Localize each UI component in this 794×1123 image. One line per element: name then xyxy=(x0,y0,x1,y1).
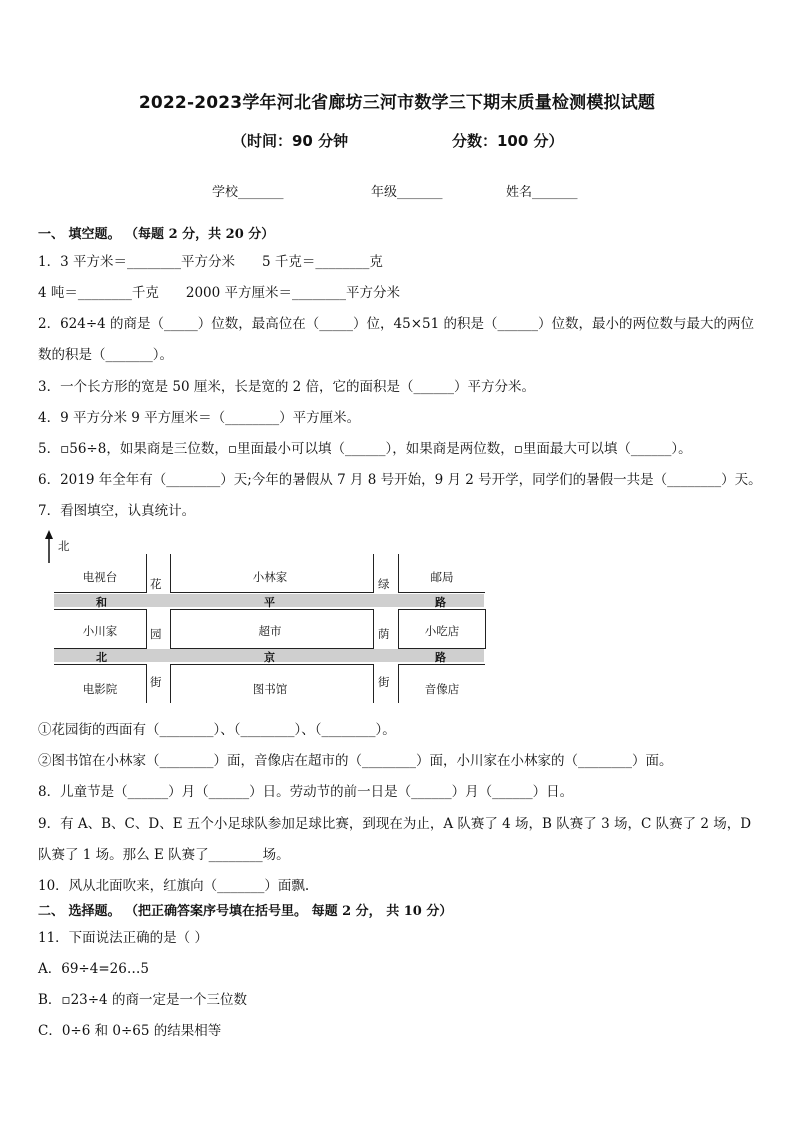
label-snack: 小吃店 xyxy=(424,624,460,638)
section-heading-choice: 二、 选择题。 （把正确答案序号填在括号里。 每题 2 分， 共 10 分） xyxy=(38,904,453,919)
label-cinema: 电影院 xyxy=(82,682,118,696)
question-1a: 1．3 平方米＝________平方分米 5 千克＝________克 xyxy=(38,254,383,270)
question-8: 8．儿童节是（______）月（______）日。劳动节的前一日是（______）月（______）日。 xyxy=(38,784,574,800)
question-7: 7．看图填空，认真统计。 xyxy=(38,503,196,519)
question-10: 10．风从北面吹来，红旗向（_______）面飘. xyxy=(38,878,310,894)
grade-field: 年级_______ xyxy=(371,185,443,200)
question-1b: 4 吨＝________千克 2000 平方厘米＝________平方分米 xyxy=(38,285,401,301)
question-7-2: ②图书馆在小林家（________）面，音像店在超市的（________）面，小川家在小林家的（________）面。 xyxy=(38,753,673,769)
question-2b: 数的积是（_______）。 xyxy=(38,347,173,363)
label-market: 超市 xyxy=(258,624,282,638)
label-post: 邮局 xyxy=(430,570,454,584)
option-a: A．69÷4=26…5 xyxy=(38,961,149,977)
question-6: 6．2019 年全年有（________）天;今年的暑假从 7 月 8 号开始，9 月 2 号开学，同学们的暑假一共是（________）天。 xyxy=(38,472,762,488)
name-field: 姓名_______ xyxy=(506,185,578,200)
street-lvyin-1: 绿 xyxy=(378,577,390,591)
label-tv: 电视台 xyxy=(82,570,118,584)
road-label-lu-2: 路 xyxy=(435,651,446,664)
label-xiaolin: 小林家 xyxy=(252,570,288,584)
street-map xyxy=(40,528,490,708)
score-label: 分数：100 分） xyxy=(452,132,564,150)
street-lvyin-3: 街 xyxy=(378,675,390,689)
street-lvyin-2: 荫 xyxy=(378,627,390,641)
question-4: 4．9 平方分米 9 平方厘米＝（________）平方厘米。 xyxy=(38,410,361,426)
time-label: （时间：90 分钟 xyxy=(232,132,349,150)
street-huayuan-1: 花 xyxy=(150,577,162,591)
road-label-bei: 北 xyxy=(96,651,107,664)
street-huayuan-3: 街 xyxy=(150,675,162,689)
road-label-jing: 京 xyxy=(264,651,275,664)
north-label: 北 xyxy=(58,539,70,553)
road-label-ping: 平 xyxy=(264,596,275,609)
question-11: 11．下面说法正确的是（ ） xyxy=(38,930,208,946)
question-9b: 队赛了 1 场。那么 E 队赛了________场。 xyxy=(38,847,290,863)
question-2a: 2．624÷4 的商是（_____）位数，最高位在（_____）位，45×51 的积是（______）位数，最小的两位数与最大的两位 xyxy=(38,316,755,332)
label-xiaochuan: 小川家 xyxy=(82,624,118,638)
school-field: 学校_______ xyxy=(212,185,284,200)
question-3: 3．一个长方形的宽是 50 厘米，长是宽的 2 倍，它的面积是（______）平方分米。 xyxy=(38,379,536,395)
road-label-he: 和 xyxy=(96,596,107,609)
street-huayuan-2: 园 xyxy=(150,627,162,641)
question-5: 5．▫56÷8，如果商是三位数，▫里面最小可以填（______），如果商是两位数，▫里面最大可以填（______）。 xyxy=(38,441,692,457)
question-9a: 9．有 A、B、C、D、E 五个小足球队参加足球比赛，到现在为止，A 队赛了 4 场，B 队赛了 3 场，C 队赛了 2 场，D xyxy=(38,816,752,832)
page-title: 2022-2023学年河北省廊坊三河市数学三下期末质量检测模拟试题 xyxy=(138,93,656,113)
question-7-1: ①花园街的西面有（________）、（________）、（________）。 xyxy=(38,722,396,738)
option-c: C．0÷6 和 0÷65 的结果相等 xyxy=(38,1023,222,1039)
road-label-lu-1: 路 xyxy=(435,596,446,609)
section-heading-fill: 一、 填空题。 （每题 2 分，共 20 分） xyxy=(38,227,275,242)
label-library: 图书馆 xyxy=(252,682,288,696)
option-b: B．▫23÷4 的商一定是一个三位数 xyxy=(38,992,247,1008)
label-music: 音像店 xyxy=(424,682,460,696)
